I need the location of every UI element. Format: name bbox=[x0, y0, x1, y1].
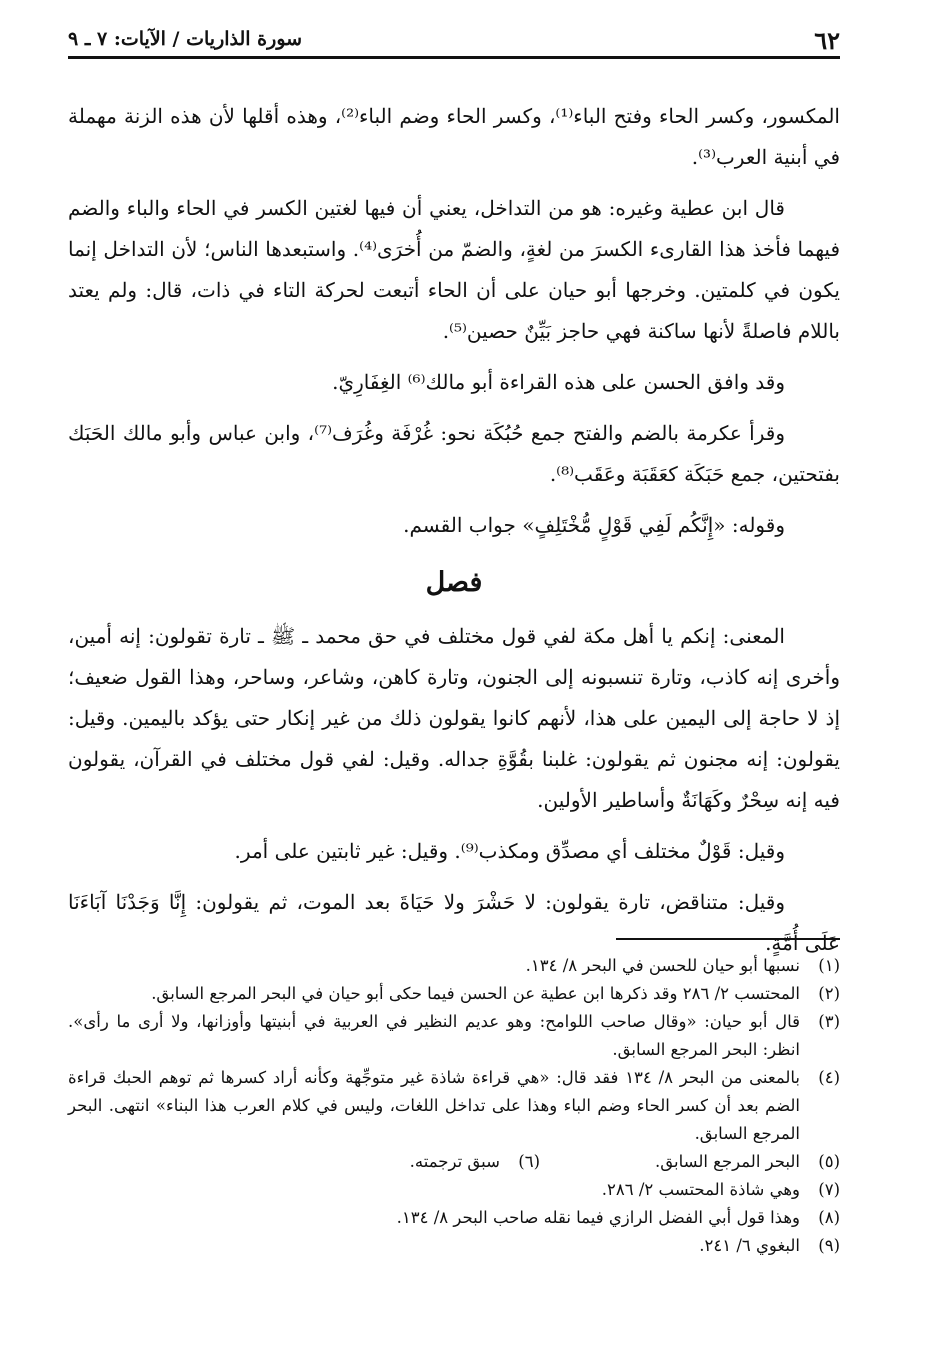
footnote-text: البغوي ٦/ ٢٤١. bbox=[699, 1236, 800, 1255]
footnote-number: (٦) bbox=[518, 1152, 540, 1171]
paragraph: قال ابن عطية وغيره: هو من التداخل، يعني أن فيها لغتين الكسر في الحاء والباء والضم فيهما فأخذ هذا القارىء الكسرَ من لغةٍ، والضمّ من أُخرَى⁽⁴⁾. واستبعدها الناس؛ لأن التداخل إنما يكون في كلمتين. وخرجها أبو حيان على أن الحاء أتبعت لحركة التاء في ذات، قال: ولم يعتد باللام فاصلةً لأنها ساكنة فهي حاجز بَيِّنٌ حصين⁽⁵⁾. bbox=[68, 196, 841, 343]
paragraph: وقرأ عكرمة بالضم والفتح جمع حُبُكَة نحو: غُرْفَة وغُرَف⁽⁷⁾، وابن عباس وأبو مالك الحَبَك بفتحتين، جمع حَبَكَة كعَقَبَة وعَقَب⁽⁸⁾. bbox=[68, 421, 840, 486]
footnote-number: (٥) bbox=[818, 1152, 840, 1171]
footnote-number: (٢) bbox=[818, 984, 840, 1003]
paragraph: وقيل: قَوْلٌ مختلف أي مصدِّق ومكذب⁽⁹⁾. وقيل: غير ثابتين على أمر. bbox=[234, 839, 785, 863]
footnote-number: (٧) bbox=[818, 1180, 840, 1199]
running-title: سورة الذاريات / الآيات: ٧ ـ ٩ bbox=[68, 28, 303, 50]
section-heading: فصل bbox=[425, 567, 483, 598]
footnote bbox=[410, 1148, 540, 1176]
paragraph: وقد وافق الحسن على هذه القراءة أبو مالك⁽⁶⁾ الغِفَارِيّ. bbox=[332, 370, 785, 394]
footnote bbox=[68, 952, 840, 980]
footnote-text: سبق ترجمته. bbox=[409, 1152, 500, 1171]
page-number: ٦٢ bbox=[814, 26, 840, 55]
footnote-text: بالمعنى من البحر ٨/ ١٣٤ فقد قال: «هي قراءة شاذة غير متوجِّهة وكأنه أراد كسرها ثم توهم الحبك قراءة الضم بعد أن كسر الحاء وضم الباء وهذا على تداخل اللغات، وليس في كلام العرب هذا البناء» انتهى. البحر المرجع السابق. bbox=[68, 1068, 801, 1143]
footnote-text: وهي شاذة المحتسب ٢/ ٢٨٦. bbox=[601, 1180, 800, 1199]
footnote-number: (٣) bbox=[818, 1012, 840, 1031]
footnote bbox=[68, 1064, 840, 1148]
footnote-text: البحر المرجع السابق. bbox=[654, 1152, 800, 1171]
page-header bbox=[68, 22, 840, 59]
footnote bbox=[68, 1176, 840, 1204]
footnote-text: قال أبو حيان: «وقال صاحب اللوامح: وهو عديم النظير في العربية في أبنيتها وأوزانها، ولا أرى ما رأى». انظر: البحر المرجع السابق. bbox=[68, 1012, 800, 1059]
footnote-row bbox=[68, 1148, 840, 1176]
main-text bbox=[68, 96, 840, 974]
footnote bbox=[68, 1008, 840, 1064]
paragraph: وقوله: «إِنَّكُم لَفِي قَوْلٍ مُّخْتَلِفٍ» جواب القسم. bbox=[403, 513, 785, 537]
footnote-text: المحتسب ٢/ ٢٨٦ وقد ذكرها ابن عطية عن الحسن فيما حكى أبو حيان في البحر المرجع السابق. bbox=[151, 984, 800, 1003]
footnote-divider bbox=[616, 938, 840, 940]
footnotes bbox=[68, 952, 840, 1260]
footnote-number: (١) bbox=[818, 956, 840, 975]
footnote bbox=[68, 1232, 840, 1260]
footnote-text: نسبها أبو حيان للحسن في البحر ٨/ ١٣٤. bbox=[525, 956, 800, 975]
footnote-text: وهذا قول أبي الفضل الرازي فيما نقله صاحب البحر ٨/ ١٣٤. bbox=[396, 1208, 800, 1227]
footnote bbox=[68, 980, 840, 1008]
footnote-number: (٩) bbox=[818, 1236, 840, 1255]
footnote bbox=[540, 1148, 840, 1176]
footnote bbox=[68, 1204, 840, 1232]
paragraph: المعنى: إنكم يا أهل مكة لفي قول مختلف في حق محمد ـ ﷺ ـ تارة تقولون: إنه أمين، وأخرى إنه كاذب، وتارة تنسبونه إلى الجنون، وتارة كاهن، وشاعر، وساحر، وهذا القول ضعيف؛ إذ لا حاجة إلى اليمين على هذا، لأنهم كانوا يقولون ذلك من غير إنكار حتى يؤكد باليمين. وقيل: يقولون: إنه مجنون ثم يقولون: غلبنا بقُوَّةِ جداله. وقيل: لفي قول مختلف في القرآن، يقولون فيه إنه سِحْرٌ وكَهَانَةٌ وأساطير الأولين. bbox=[68, 624, 840, 812]
footnote-number: (٤) bbox=[818, 1068, 840, 1087]
footnote-number: (٨) bbox=[818, 1208, 840, 1227]
paragraph: وقيل: متناقض، تارة يقولون: لا حَشْرَ ولا حَيَاةَ بعد الموت، ثم يقولون: إِنَّا وَجَدْنَا آبَاءَنَا عَلَى أُمَّةٍ. bbox=[68, 890, 840, 955]
paragraph: المكسور، وكسر الحاء وفتح الباء⁽¹⁾، وكسر الحاء وضم الباء⁽²⁾، وهذه أقلها لأن هذه الزنة مهملة في أبنية العرب⁽³⁾. bbox=[68, 104, 840, 169]
